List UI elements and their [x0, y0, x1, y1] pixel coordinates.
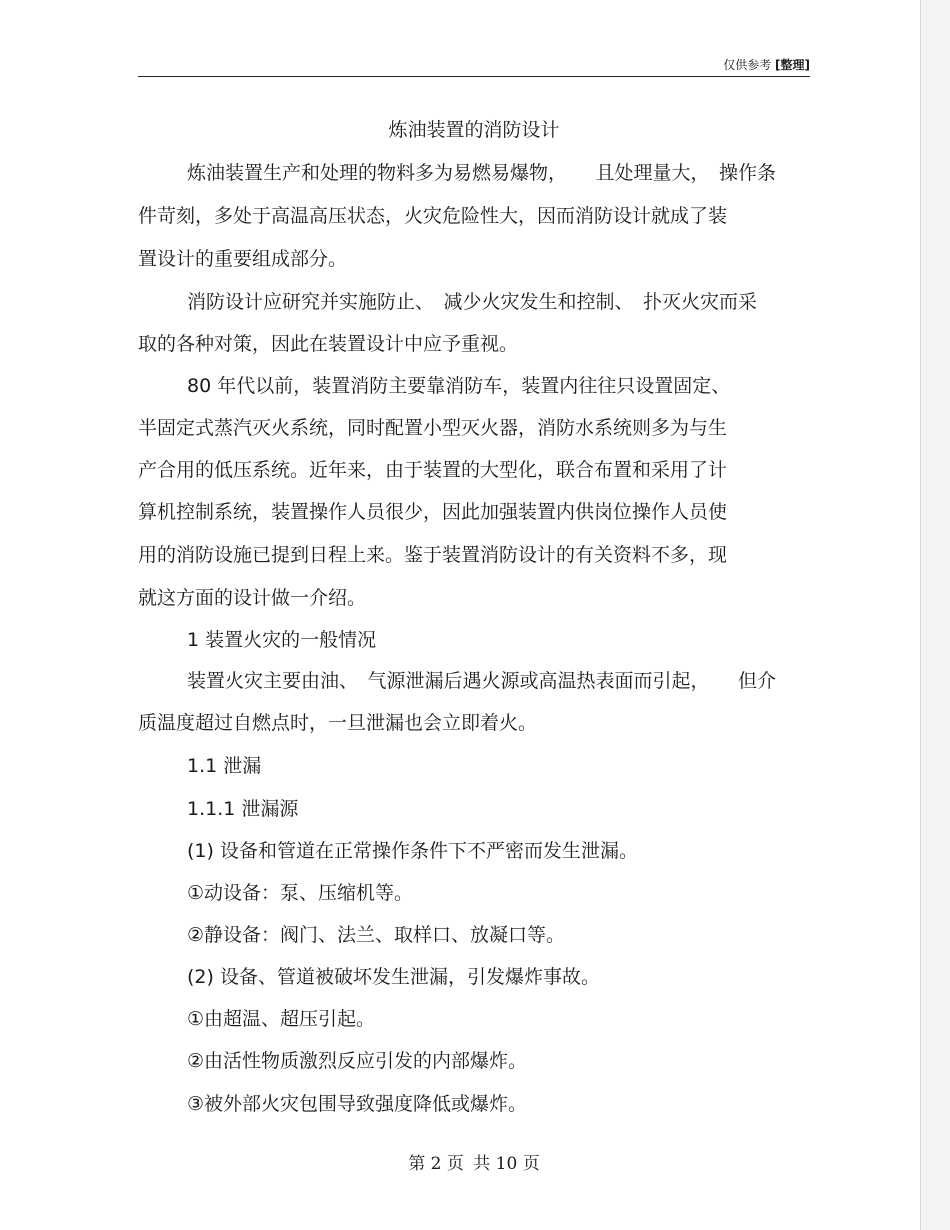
list-item: (2) 设备、管道被破坏发生泄漏，引发爆炸事故。: [187, 966, 600, 988]
subsection-heading: 1.1 泄漏: [187, 755, 262, 777]
list-item: ②由活性物质激烈反应引发的内部爆炸。: [187, 1050, 528, 1072]
paragraph-line: 件苛刻，多处于高温高压状态，火灾危险性大，因而消防设计就成了装: [138, 205, 728, 227]
list-item: ③被外部火灾包围导致强度降低或爆炸。: [187, 1093, 528, 1115]
section-heading: 1 装置火灾的一般情况: [187, 629, 377, 651]
header-note: 仅供参考: [723, 58, 776, 72]
page-total: 共 10 页: [473, 1154, 540, 1174]
viewer-margin: [921, 0, 950, 1230]
paragraph-line: 消防设计应研究并实施防止、 减少火灾发生和控制、 扑灭火灾而采: [187, 291, 758, 313]
page-number: 第 2 页: [408, 1154, 464, 1174]
paragraph-line: 半固定式蒸汽灭火系统，同时配置小型灭火器，消防水系统则多为与生: [138, 417, 728, 439]
list-item: ①由超温、超压引起。: [187, 1008, 376, 1030]
paragraph-line: 取的各种对策，因此在装置设计中应予重视。: [138, 333, 519, 355]
paragraph-line: 装置火灾主要由油、 气源泄漏后遇火源或高温热表面而引起， 但介: [187, 670, 777, 692]
paragraph-line: 用的消防设施已提到日程上来。鉴于装置消防设计的有关资料不多，现: [138, 544, 728, 566]
header-tag: [整理]: [775, 58, 810, 72]
page-header: [138, 54, 810, 77]
paragraph-line: 算机控制系统，装置操作人员很少，因此加强装置内供岗位操作人员使: [138, 501, 728, 523]
list-item: ②静设备：阀门、法兰、取样口、放凝口等。: [187, 924, 566, 946]
list-item: (1) 设备和管道在正常操作条件下不严密而发生泄漏。: [187, 840, 638, 862]
list-item: ①动设备：泵、压缩机等。: [187, 882, 414, 904]
paragraph-line: 质温度超过自燃点时，一旦泄漏也会立即着火。: [138, 712, 538, 734]
paragraph-line: 置设计的重要组成部分。: [138, 248, 348, 270]
paragraph-line: 就这方面的设计做一介绍。: [138, 587, 367, 609]
document-title: 炼油装置的消防设计: [388, 119, 560, 141]
paragraph-line: 80 年代以前，装置消防主要靠消防车，装置内往往只设置固定、: [187, 375, 731, 397]
paragraph-line: 产合用的低压系统。近年来，由于装置的大型化，联合布置和采用了计: [138, 459, 728, 481]
paragraph-line: 炼油装置生产和处理的物料多为易燃易爆物， 且处理量大， 操作条: [187, 162, 777, 184]
page-footer: [138, 1152, 810, 1176]
subsection-heading: 1.1.1 泄漏源: [187, 798, 299, 820]
